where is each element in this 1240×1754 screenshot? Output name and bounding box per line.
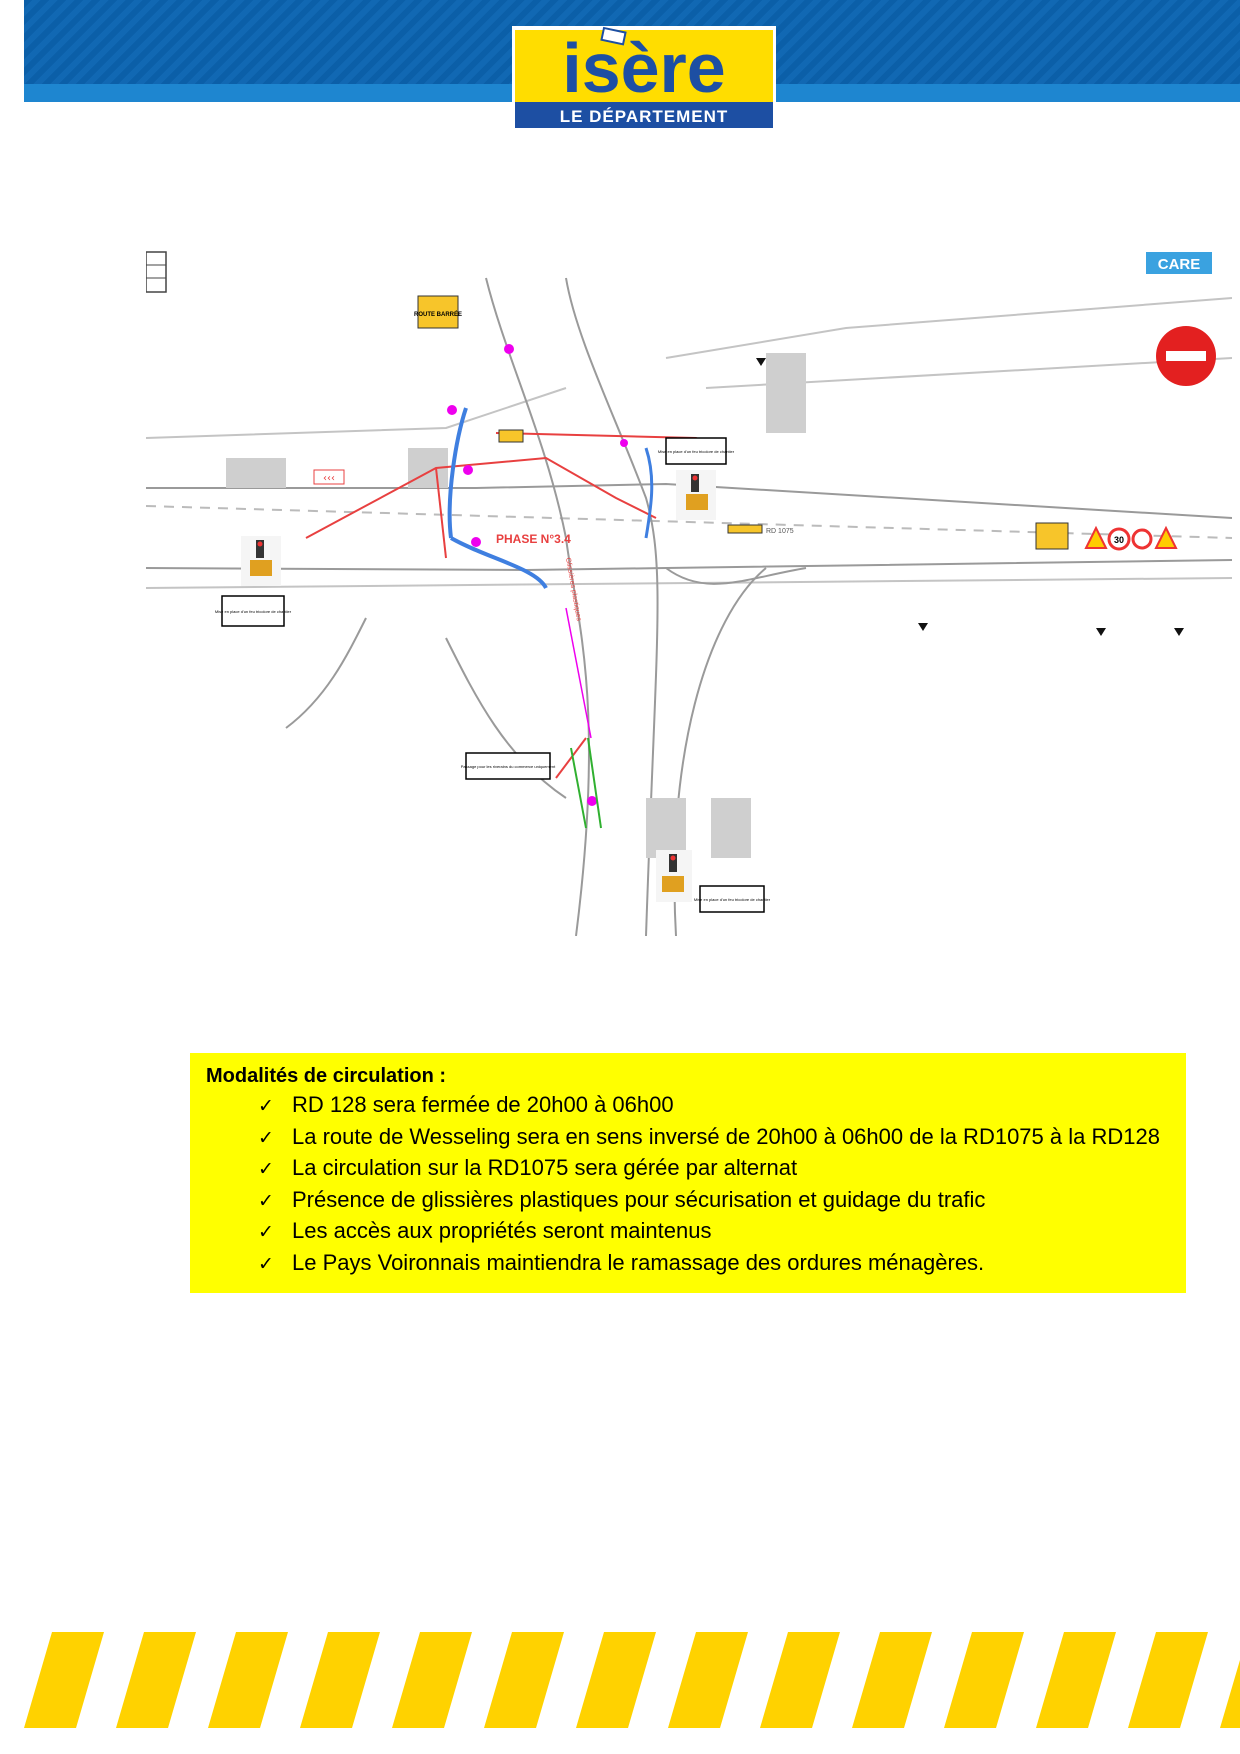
callout-4 (694, 886, 771, 912)
chevron-sign (314, 470, 344, 484)
legend-box (146, 252, 166, 292)
footer-hazard-stripes (24, 1632, 1240, 1728)
svg-text:ROUTE BARRÉE: ROUTE BARRÉE (413, 312, 463, 318)
traffic-light-icon-1 (241, 536, 281, 586)
traffic-light-icon-2 (676, 470, 716, 520)
logo-main-text: isère (562, 29, 726, 107)
no-entry-sign-icon (1156, 326, 1216, 386)
route-barree-sign (414, 296, 462, 328)
care-badge (1146, 252, 1212, 274)
info-list (206, 1090, 1170, 1279)
traffic-info-box (190, 1053, 1186, 1293)
svg-text:30: 30 (1113, 535, 1125, 545)
info-item: ✓ Présence de glissières plastiques pour sécurisation et guidage du trafic (258, 1185, 1170, 1217)
info-item: ✓ RD 128 sera fermée de 20h00 à 06h00 (258, 1090, 1170, 1122)
checkmark-icon: ✓ (258, 1221, 274, 1243)
callout-3 (461, 753, 556, 779)
checkmark-icon: ✓ (258, 1158, 274, 1180)
svg-text:Mise en place d'un feu tricolo: Mise en place d'un feu tricolore de chantier (657, 449, 735, 454)
road-label-rd1075: RD 1075 (766, 528, 794, 535)
callout-1 (215, 596, 292, 626)
rd1075-plate (728, 525, 762, 533)
traffic-light-icon-3 (656, 850, 692, 902)
checkmark-icon: ✓ (258, 1126, 274, 1149)
info-item: ✓ La route de Wesseling sera en sens inversé de 20h00 à 06h00 de la RD1075 à la RD128 (258, 1122, 1170, 1154)
info-item: ✓ Le Pays Voironnais maintiendra le ramassage des ordures ménagères. (258, 1248, 1170, 1280)
svg-text:CARE: CARE (1157, 256, 1201, 273)
info-item: ✓ La circulation sur la RD1075 sera gérée par alternat (258, 1153, 1170, 1185)
checkmark-icon: ✓ (258, 1252, 274, 1275)
svg-text:Passage pour les riverains du: Passage pour les riverains du commerce uniquement (460, 764, 556, 769)
logo-sub-text: LE DÉPARTEMENT (559, 107, 729, 126)
road-label-glissieres: Glissières plastiques (564, 557, 583, 622)
svg-text:‹‹‹: ‹‹‹ (323, 473, 335, 484)
phase-label: PHASE N°3.4 (496, 532, 571, 546)
checkmark-icon: ✓ (258, 1095, 274, 1117)
traffic-plan-map (146, 238, 1232, 936)
callout-2 (658, 438, 735, 464)
isere-logo (512, 26, 776, 132)
svg-text:Mise en place d'un feu tricolo: Mise en place d'un feu tricolore de chantier (693, 897, 771, 902)
info-item: ✓ Les accès aux propriétés seront maintenus (258, 1216, 1170, 1248)
checkmark-icon: ✓ (258, 1189, 274, 1212)
svg-text:Mise en place d'un feu tricolo: Mise en place d'un feu tricolore de chantier (214, 609, 292, 614)
info-title: Modalités de circulation : (206, 1065, 447, 1087)
no-overtaking-icon (1133, 530, 1151, 548)
work-sign-small (499, 430, 523, 442)
